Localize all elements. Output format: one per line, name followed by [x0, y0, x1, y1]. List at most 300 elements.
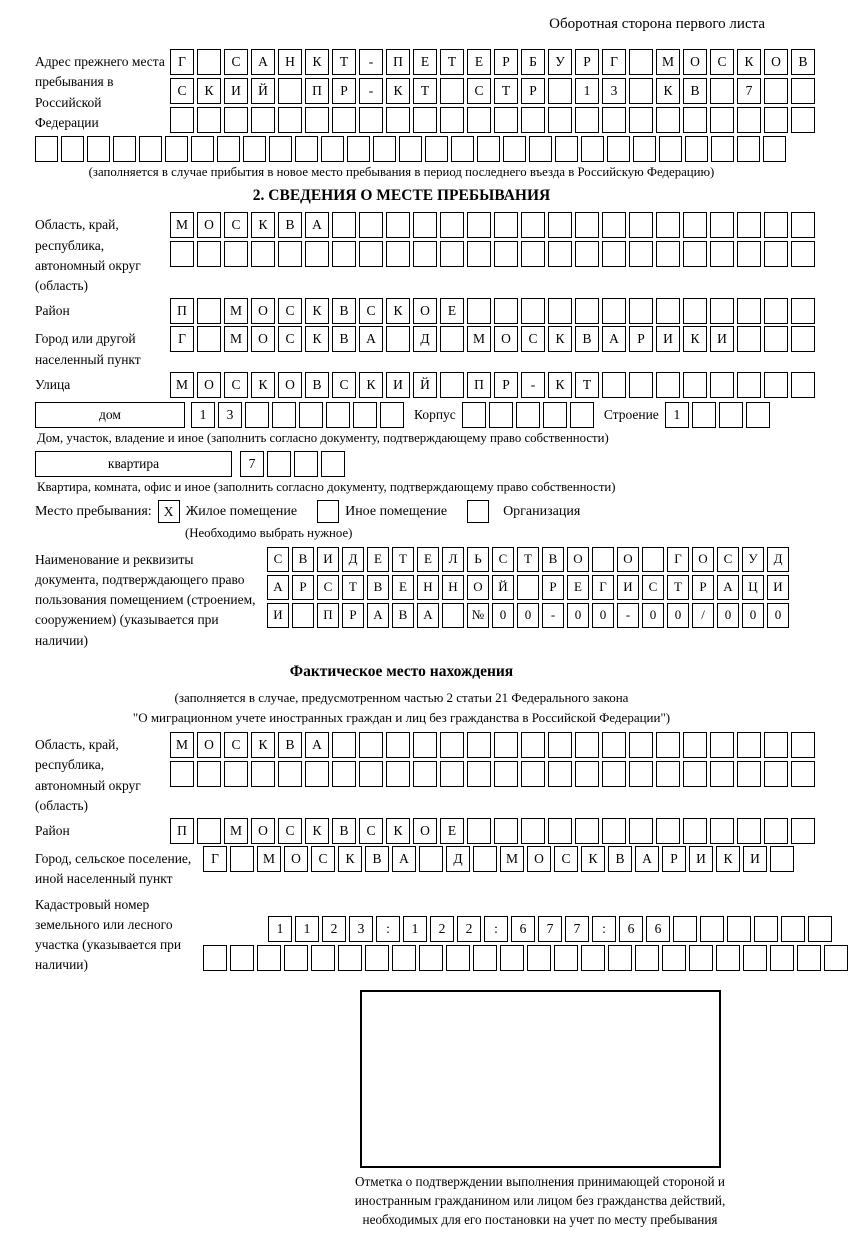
char-cell[interactable]: 7 [737, 78, 761, 104]
char-cell[interactable]: 3 [218, 402, 242, 428]
gorod-row[interactable] [170, 326, 815, 352]
char-cell[interactable]: К [386, 298, 410, 324]
char-cell[interactable]: К [197, 78, 221, 104]
char-cell[interactable] [689, 945, 713, 971]
char-cell[interactable] [494, 818, 518, 844]
char-cell[interactable]: П [467, 372, 491, 398]
char-cell[interactable]: 2 [322, 916, 346, 942]
char-cell[interactable] [555, 136, 578, 162]
char-cell[interactable] [332, 732, 356, 758]
char-cell[interactable] [548, 732, 572, 758]
char-cell[interactable] [764, 241, 788, 267]
char-cell[interactable] [413, 761, 437, 787]
char-cell[interactable]: К [581, 846, 605, 872]
char-cell[interactable]: 3 [602, 78, 626, 104]
char-cell[interactable] [764, 78, 788, 104]
char-cell[interactable] [575, 212, 599, 238]
char-cell[interactable] [710, 818, 734, 844]
char-cell[interactable]: К [338, 846, 362, 872]
char-cell[interactable] [251, 761, 275, 787]
char-cell[interactable]: К [683, 326, 707, 352]
char-cell[interactable]: А [392, 846, 416, 872]
raion-row[interactable] [170, 298, 815, 324]
char-cell[interactable] [467, 818, 491, 844]
char-cell[interactable]: С [521, 326, 545, 352]
char-cell[interactable] [602, 761, 626, 787]
oblast-row-2[interactable] [170, 241, 815, 267]
char-cell[interactable]: - [617, 603, 639, 628]
char-cell[interactable]: 7 [538, 916, 562, 942]
char-cell[interactable] [272, 402, 296, 428]
char-cell[interactable]: В [332, 818, 356, 844]
char-cell[interactable]: В [392, 603, 414, 628]
char-cell[interactable]: П [317, 603, 339, 628]
char-cell[interactable] [203, 945, 227, 971]
kvartira-box[interactable]: квартира [35, 451, 232, 477]
char-cell[interactable]: П [386, 49, 410, 75]
char-cell[interactable] [737, 298, 761, 324]
char-cell[interactable] [295, 136, 318, 162]
char-cell[interactable]: Р [521, 78, 545, 104]
char-cell[interactable] [633, 136, 656, 162]
char-cell[interactable]: Р [542, 575, 564, 600]
char-cell[interactable] [791, 212, 815, 238]
char-cell[interactable] [764, 818, 788, 844]
char-cell[interactable] [716, 945, 740, 971]
char-cell[interactable]: С [278, 818, 302, 844]
char-cell[interactable] [548, 107, 572, 133]
char-cell[interactable] [35, 136, 58, 162]
char-cell[interactable] [575, 241, 599, 267]
dom-cells[interactable] [191, 402, 404, 428]
char-cell[interactable]: М [170, 212, 194, 238]
char-cell[interactable] [321, 451, 345, 477]
char-cell[interactable] [737, 761, 761, 787]
char-cell[interactable]: С [642, 575, 664, 600]
char-cell[interactable]: С [224, 49, 248, 75]
char-cell[interactable]: О [413, 298, 437, 324]
char-cell[interactable] [683, 372, 707, 398]
char-cell[interactable]: 0 [567, 603, 589, 628]
char-cell[interactable]: Т [667, 575, 689, 600]
char-cell[interactable]: 0 [742, 603, 764, 628]
char-cell[interactable] [494, 732, 518, 758]
kadastr-row-1[interactable] [268, 916, 848, 942]
factual-gorod-row[interactable] [203, 846, 794, 872]
char-cell[interactable]: С [359, 818, 383, 844]
char-cell[interactable]: К [251, 212, 275, 238]
char-cell[interactable]: П [170, 298, 194, 324]
char-cell[interactable]: Е [440, 818, 464, 844]
char-cell[interactable] [467, 732, 491, 758]
dom-box[interactable]: дом [35, 402, 185, 428]
char-cell[interactable]: К [305, 298, 329, 324]
char-cell[interactable]: О [197, 372, 221, 398]
char-cell[interactable] [710, 298, 734, 324]
char-cell[interactable]: 0 [642, 603, 664, 628]
char-cell[interactable] [710, 107, 734, 133]
char-cell[interactable]: Е [367, 547, 389, 572]
char-cell[interactable]: О [467, 575, 489, 600]
char-cell[interactable]: С [278, 326, 302, 352]
char-cell[interactable] [332, 761, 356, 787]
char-cell[interactable]: О [413, 818, 437, 844]
char-cell[interactable] [608, 945, 632, 971]
char-cell[interactable] [548, 78, 572, 104]
kvartira-cells[interactable] [240, 451, 345, 477]
char-cell[interactable]: А [602, 326, 626, 352]
char-cell[interactable] [380, 402, 404, 428]
char-cell[interactable]: Р [692, 575, 714, 600]
char-cell[interactable]: К [359, 372, 383, 398]
char-cell[interactable] [373, 136, 396, 162]
char-cell[interactable]: 7 [240, 451, 264, 477]
char-cell[interactable] [224, 107, 248, 133]
char-cell[interactable] [764, 372, 788, 398]
char-cell[interactable]: 1 [403, 916, 427, 942]
char-cell[interactable]: И [656, 326, 680, 352]
char-cell[interactable]: Т [342, 575, 364, 600]
char-cell[interactable] [278, 761, 302, 787]
char-cell[interactable] [467, 212, 491, 238]
char-cell[interactable] [419, 945, 443, 971]
char-cell[interactable] [692, 402, 716, 428]
char-cell[interactable]: Р [292, 575, 314, 600]
char-cell[interactable]: О [278, 372, 302, 398]
char-cell[interactable]: Е [417, 547, 439, 572]
char-cell[interactable]: 0 [767, 603, 789, 628]
char-cell[interactable]: : [484, 916, 508, 942]
char-cell[interactable]: А [367, 603, 389, 628]
kadastr-row-2[interactable] [203, 945, 848, 971]
char-cell[interactable]: Д [413, 326, 437, 352]
char-cell[interactable] [224, 241, 248, 267]
char-cell[interactable] [386, 761, 410, 787]
char-cell[interactable]: В [542, 547, 564, 572]
char-cell[interactable]: Д [342, 547, 364, 572]
char-cell[interactable] [791, 107, 815, 133]
char-cell[interactable] [656, 298, 680, 324]
other-premises-checkbox[interactable] [317, 500, 339, 523]
char-cell[interactable] [570, 402, 594, 428]
char-cell[interactable] [575, 818, 599, 844]
char-cell[interactable]: Й [251, 78, 275, 104]
char-cell[interactable]: И [743, 846, 767, 872]
char-cell[interactable] [673, 916, 697, 942]
char-cell[interactable]: У [742, 547, 764, 572]
char-cell[interactable]: С [359, 298, 383, 324]
char-cell[interactable] [764, 212, 788, 238]
char-cell[interactable] [737, 372, 761, 398]
char-cell[interactable] [197, 761, 221, 787]
char-cell[interactable] [629, 78, 653, 104]
char-cell[interactable]: Й [492, 575, 514, 600]
char-cell[interactable] [737, 326, 761, 352]
char-cell[interactable] [500, 945, 524, 971]
char-cell[interactable] [656, 241, 680, 267]
char-cell[interactable] [656, 818, 680, 844]
char-cell[interactable] [711, 136, 734, 162]
char-cell[interactable]: С [278, 298, 302, 324]
char-cell[interactable] [791, 78, 815, 104]
char-cell[interactable] [602, 107, 626, 133]
char-cell[interactable] [353, 402, 377, 428]
char-cell[interactable]: М [224, 326, 248, 352]
char-cell[interactable]: М [224, 818, 248, 844]
char-cell[interactable]: Р [332, 78, 356, 104]
korpus-cells[interactable] [462, 402, 594, 428]
char-cell[interactable] [791, 732, 815, 758]
char-cell[interactable]: 6 [646, 916, 670, 942]
char-cell[interactable] [521, 107, 545, 133]
char-cell[interactable] [548, 298, 572, 324]
char-cell[interactable] [245, 402, 269, 428]
char-cell[interactable] [170, 761, 194, 787]
char-cell[interactable] [494, 241, 518, 267]
char-cell[interactable] [359, 212, 383, 238]
char-cell[interactable] [467, 298, 491, 324]
char-cell[interactable] [764, 732, 788, 758]
char-cell[interactable] [656, 372, 680, 398]
char-cell[interactable] [399, 136, 422, 162]
char-cell[interactable] [602, 818, 626, 844]
char-cell[interactable] [278, 107, 302, 133]
char-cell[interactable] [710, 372, 734, 398]
char-cell[interactable] [554, 945, 578, 971]
char-cell[interactable]: Г [602, 49, 626, 75]
char-cell[interactable]: Н [417, 575, 439, 600]
char-cell[interactable] [683, 761, 707, 787]
char-cell[interactable]: М [467, 326, 491, 352]
char-cell[interactable]: И [767, 575, 789, 600]
char-cell[interactable] [467, 107, 491, 133]
char-cell[interactable] [629, 107, 653, 133]
char-cell[interactable] [521, 212, 545, 238]
char-cell[interactable] [442, 603, 464, 628]
char-cell[interactable] [243, 136, 266, 162]
prev-address-row-1[interactable] [170, 49, 815, 75]
char-cell[interactable]: О [527, 846, 551, 872]
char-cell[interactable]: Е [440, 298, 464, 324]
char-cell[interactable]: 1 [295, 916, 319, 942]
char-cell[interactable] [781, 916, 805, 942]
char-cell[interactable]: О [764, 49, 788, 75]
char-cell[interactable]: Д [767, 547, 789, 572]
char-cell[interactable]: С [224, 212, 248, 238]
char-cell[interactable] [683, 212, 707, 238]
char-cell[interactable]: В [332, 298, 356, 324]
char-cell[interactable] [629, 818, 653, 844]
char-cell[interactable] [710, 78, 734, 104]
char-cell[interactable] [165, 136, 188, 162]
char-cell[interactable]: 1 [191, 402, 215, 428]
char-cell[interactable] [440, 732, 464, 758]
char-cell[interactable]: О [284, 846, 308, 872]
char-cell[interactable]: А [267, 575, 289, 600]
char-cell[interactable]: В [292, 547, 314, 572]
char-cell[interactable] [413, 212, 437, 238]
char-cell[interactable] [392, 945, 416, 971]
stroenie-cells[interactable] [665, 402, 770, 428]
char-cell[interactable] [629, 298, 653, 324]
char-cell[interactable] [278, 78, 302, 104]
char-cell[interactable] [683, 818, 707, 844]
char-cell[interactable]: Ц [742, 575, 764, 600]
char-cell[interactable]: - [359, 78, 383, 104]
char-cell[interactable] [602, 732, 626, 758]
char-cell[interactable] [292, 603, 314, 628]
char-cell[interactable]: М [170, 372, 194, 398]
char-cell[interactable] [548, 212, 572, 238]
oblast-row-1[interactable] [170, 212, 815, 238]
char-cell[interactable] [305, 107, 329, 133]
char-cell[interactable] [473, 846, 497, 872]
char-cell[interactable] [440, 761, 464, 787]
char-cell[interactable] [359, 241, 383, 267]
char-cell[interactable] [347, 136, 370, 162]
char-cell[interactable] [529, 136, 552, 162]
char-cell[interactable]: К [386, 818, 410, 844]
char-cell[interactable] [763, 136, 786, 162]
char-cell[interactable]: М [257, 846, 281, 872]
factual-oblast-row-1[interactable] [170, 732, 815, 758]
char-cell[interactable] [719, 402, 743, 428]
char-cell[interactable] [575, 107, 599, 133]
char-cell[interactable]: М [224, 298, 248, 324]
char-cell[interactable]: В [278, 732, 302, 758]
char-cell[interactable] [754, 916, 778, 942]
char-cell[interactable] [332, 107, 356, 133]
char-cell[interactable]: Н [442, 575, 464, 600]
char-cell[interactable]: В [278, 212, 302, 238]
char-cell[interactable] [462, 402, 486, 428]
char-cell[interactable]: О [683, 49, 707, 75]
char-cell[interactable]: С [717, 547, 739, 572]
char-cell[interactable] [764, 107, 788, 133]
char-cell[interactable]: И [710, 326, 734, 352]
char-cell[interactable]: Н [278, 49, 302, 75]
char-cell[interactable] [269, 136, 292, 162]
char-cell[interactable]: 7 [565, 916, 589, 942]
char-cell[interactable] [575, 732, 599, 758]
char-cell[interactable] [656, 732, 680, 758]
document-row-3[interactable] [267, 603, 789, 628]
char-cell[interactable]: А [251, 49, 275, 75]
char-cell[interactable] [440, 372, 464, 398]
char-cell[interactable] [656, 107, 680, 133]
char-cell[interactable] [311, 945, 335, 971]
char-cell[interactable] [217, 136, 240, 162]
char-cell[interactable]: О [251, 326, 275, 352]
char-cell[interactable] [683, 298, 707, 324]
char-cell[interactable] [602, 372, 626, 398]
char-cell[interactable]: А [305, 212, 329, 238]
char-cell[interactable]: 1 [665, 402, 689, 428]
char-cell[interactable] [521, 241, 545, 267]
char-cell[interactable]: И [267, 603, 289, 628]
char-cell[interactable] [737, 241, 761, 267]
char-cell[interactable]: Т [392, 547, 414, 572]
char-cell[interactable]: В [608, 846, 632, 872]
char-cell[interactable] [386, 107, 410, 133]
char-cell[interactable] [338, 945, 362, 971]
char-cell[interactable]: С [332, 372, 356, 398]
char-cell[interactable] [737, 818, 761, 844]
char-cell[interactable] [791, 761, 815, 787]
char-cell[interactable] [592, 547, 614, 572]
document-row-2[interactable] [267, 575, 789, 600]
char-cell[interactable]: К [737, 49, 761, 75]
char-cell[interactable] [359, 732, 383, 758]
char-cell[interactable]: Р [629, 326, 653, 352]
char-cell[interactable] [294, 451, 318, 477]
char-cell[interactable]: В [367, 575, 389, 600]
char-cell[interactable]: В [683, 78, 707, 104]
char-cell[interactable] [710, 761, 734, 787]
char-cell[interactable]: - [542, 603, 564, 628]
char-cell[interactable] [305, 241, 329, 267]
char-cell[interactable]: 6 [511, 916, 535, 942]
char-cell[interactable]: К [305, 326, 329, 352]
char-cell[interactable] [602, 298, 626, 324]
char-cell[interactable]: / [692, 603, 714, 628]
char-cell[interactable] [359, 107, 383, 133]
char-cell[interactable] [764, 298, 788, 324]
char-cell[interactable] [197, 298, 221, 324]
char-cell[interactable] [629, 372, 653, 398]
char-cell[interactable] [602, 241, 626, 267]
char-cell[interactable] [321, 136, 344, 162]
char-cell[interactable]: К [386, 78, 410, 104]
char-cell[interactable]: В [791, 49, 815, 75]
char-cell[interactable] [197, 107, 221, 133]
char-cell[interactable]: И [386, 372, 410, 398]
char-cell[interactable] [791, 372, 815, 398]
char-cell[interactable]: К [548, 326, 572, 352]
char-cell[interactable] [685, 136, 708, 162]
char-cell[interactable] [662, 945, 686, 971]
char-cell[interactable] [413, 732, 437, 758]
prev-address-row-2[interactable] [170, 78, 815, 104]
char-cell[interactable]: О [494, 326, 518, 352]
char-cell[interactable]: К [305, 818, 329, 844]
char-cell[interactable]: Р [494, 372, 518, 398]
char-cell[interactable]: 1 [268, 916, 292, 942]
document-row-1[interactable] [267, 547, 789, 572]
char-cell[interactable]: У [548, 49, 572, 75]
char-cell[interactable] [467, 761, 491, 787]
char-cell[interactable] [494, 107, 518, 133]
char-cell[interactable] [251, 241, 275, 267]
prev-address-row-4[interactable] [35, 136, 768, 162]
char-cell[interactable] [477, 136, 500, 162]
char-cell[interactable]: П [305, 78, 329, 104]
char-cell[interactable]: С [317, 575, 339, 600]
char-cell[interactable] [575, 761, 599, 787]
char-cell[interactable] [359, 761, 383, 787]
char-cell[interactable] [413, 241, 437, 267]
char-cell[interactable]: Т [517, 547, 539, 572]
char-cell[interactable] [305, 761, 329, 787]
char-cell[interactable]: Е [413, 49, 437, 75]
char-cell[interactable]: Е [467, 49, 491, 75]
char-cell[interactable] [473, 945, 497, 971]
char-cell[interactable] [446, 945, 470, 971]
char-cell[interactable] [824, 945, 848, 971]
char-cell[interactable] [230, 945, 254, 971]
char-cell[interactable] [440, 78, 464, 104]
char-cell[interactable] [548, 818, 572, 844]
